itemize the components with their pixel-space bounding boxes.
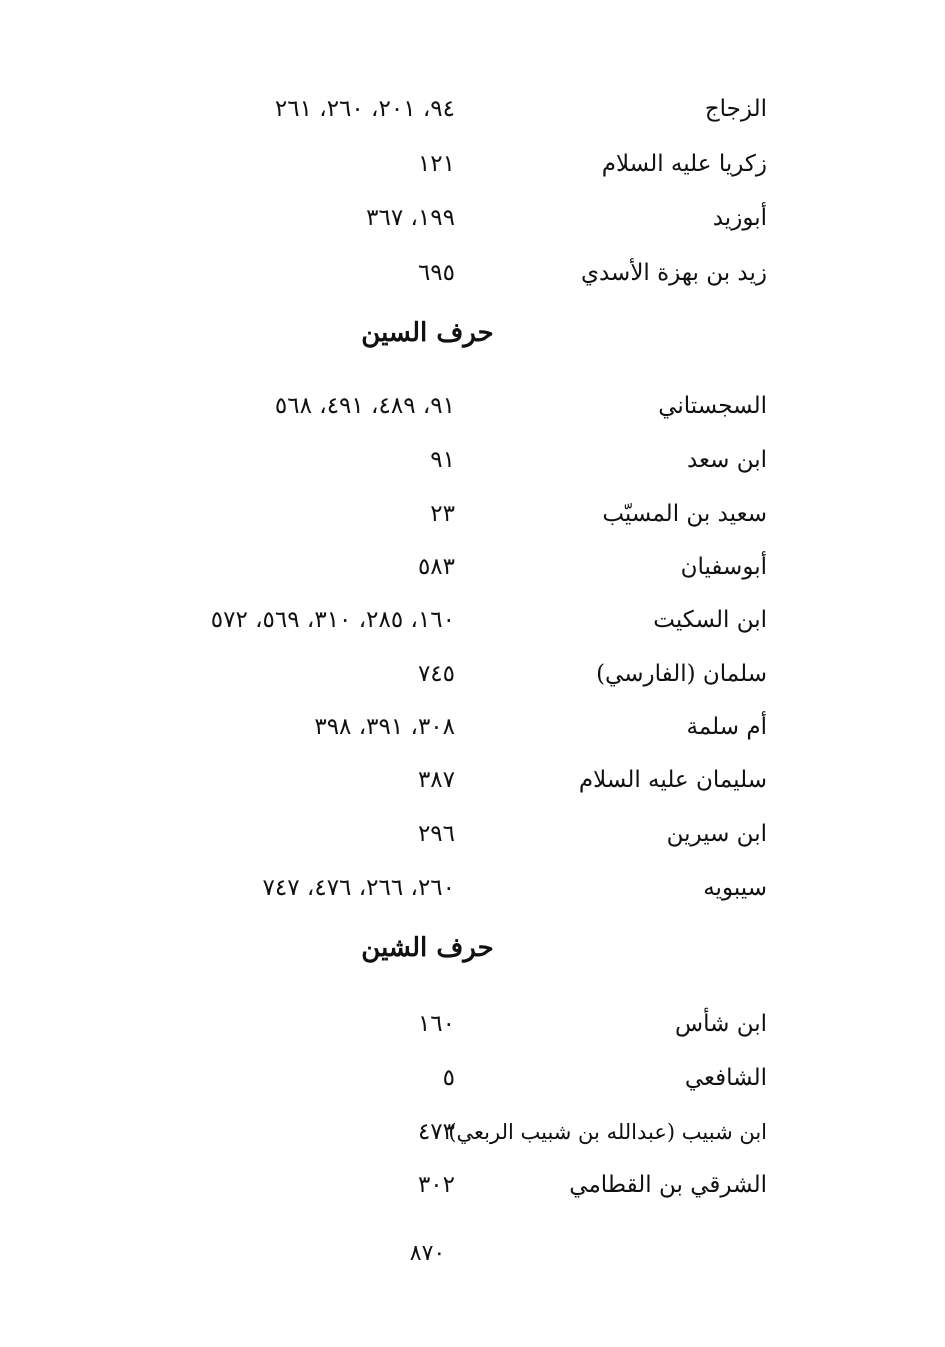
entry-pages: ٢٦٠، ٢٦٦، ٤٧٦، ٧٤٧	[262, 875, 455, 901]
entry-pages: ٤٧٣	[417, 1119, 455, 1145]
entry-name: الشرقي بن القطامي	[569, 1172, 767, 1198]
index-entry	[0, 86, 945, 132]
index-entry	[0, 865, 945, 911]
index-entry	[0, 704, 945, 750]
entry-pages: ٧٤٥	[417, 661, 455, 687]
entry-pages: ٩١	[430, 447, 455, 473]
entry-pages: ٥٨٣	[417, 554, 455, 580]
entry-name: سعيد بن المسيّب	[602, 501, 767, 527]
entry-name: ابن سيرين	[666, 821, 767, 847]
index-entry	[0, 651, 945, 697]
index-entry	[0, 491, 945, 537]
entry-pages: ٦٩٥	[417, 260, 455, 286]
entry-pages: ٢٣	[430, 501, 455, 527]
entry-pages: ١٩٩، ٣٦٧	[366, 205, 455, 231]
entry-name: أبوسفيان	[680, 554, 767, 580]
index-entry	[0, 544, 945, 590]
section-heading: حرف السين	[361, 318, 494, 348]
entry-name: سليمان عليه السلام	[578, 767, 767, 793]
index-entry	[0, 811, 945, 857]
entry-name: ابن السكيت	[653, 607, 767, 633]
entry-pages: ٣٠٨، ٣٩١، ٣٩٨	[314, 714, 455, 740]
entry-name: السجستاني	[658, 393, 767, 419]
index-entry	[0, 437, 945, 483]
entry-name: زكريا عليه السلام	[601, 151, 767, 177]
section-heading: حرف الشين	[361, 933, 494, 963]
entry-name: الشافعي	[684, 1065, 767, 1091]
index-entry	[0, 597, 945, 643]
index-entry	[0, 1109, 945, 1155]
entry-name: ابن سعد	[686, 447, 767, 473]
entry-name: ابن شبيب (عبدالله بن شبيب الربعي)	[448, 1120, 767, 1144]
entry-pages: ٩١، ٤٨٩، ٤٩١، ٥٦٨	[274, 393, 455, 419]
entry-pages: ٢٩٦	[417, 821, 455, 847]
entry-pages: ٩٤، ٢٠١، ٢٦٠، ٢٦١	[274, 96, 455, 122]
entry-name: الزجاج	[704, 96, 767, 122]
page-number: ٨٧٠	[409, 1241, 446, 1266]
entry-pages: ٣٠٢	[417, 1172, 455, 1198]
entry-name: زيد بن بهزة الأسدي	[580, 260, 767, 286]
entry-name: أم سلمة	[686, 714, 767, 740]
index-entry	[0, 1162, 945, 1208]
index-entry	[0, 250, 945, 296]
index-entry	[0, 141, 945, 187]
entry-name: أبوزيد	[712, 205, 767, 231]
entry-name: سيبويه	[703, 875, 767, 901]
entry-name: سلمان (الفارسي)	[596, 661, 767, 687]
entry-name: ابن شأس	[675, 1011, 767, 1037]
index-entry	[0, 1055, 945, 1101]
entry-pages: ١٢١	[417, 151, 455, 177]
entry-pages: ٣٨٧	[417, 767, 455, 793]
index-entry	[0, 757, 945, 803]
entry-pages: ١٦٠	[417, 1011, 455, 1037]
index-entry	[0, 195, 945, 241]
entry-pages: ٥	[442, 1065, 455, 1091]
index-entry	[0, 383, 945, 429]
entry-pages: ١٦٠، ٢٨٥، ٣١٠، ٥٦٩، ٥٧٢	[210, 607, 455, 633]
index-entry	[0, 1001, 945, 1047]
